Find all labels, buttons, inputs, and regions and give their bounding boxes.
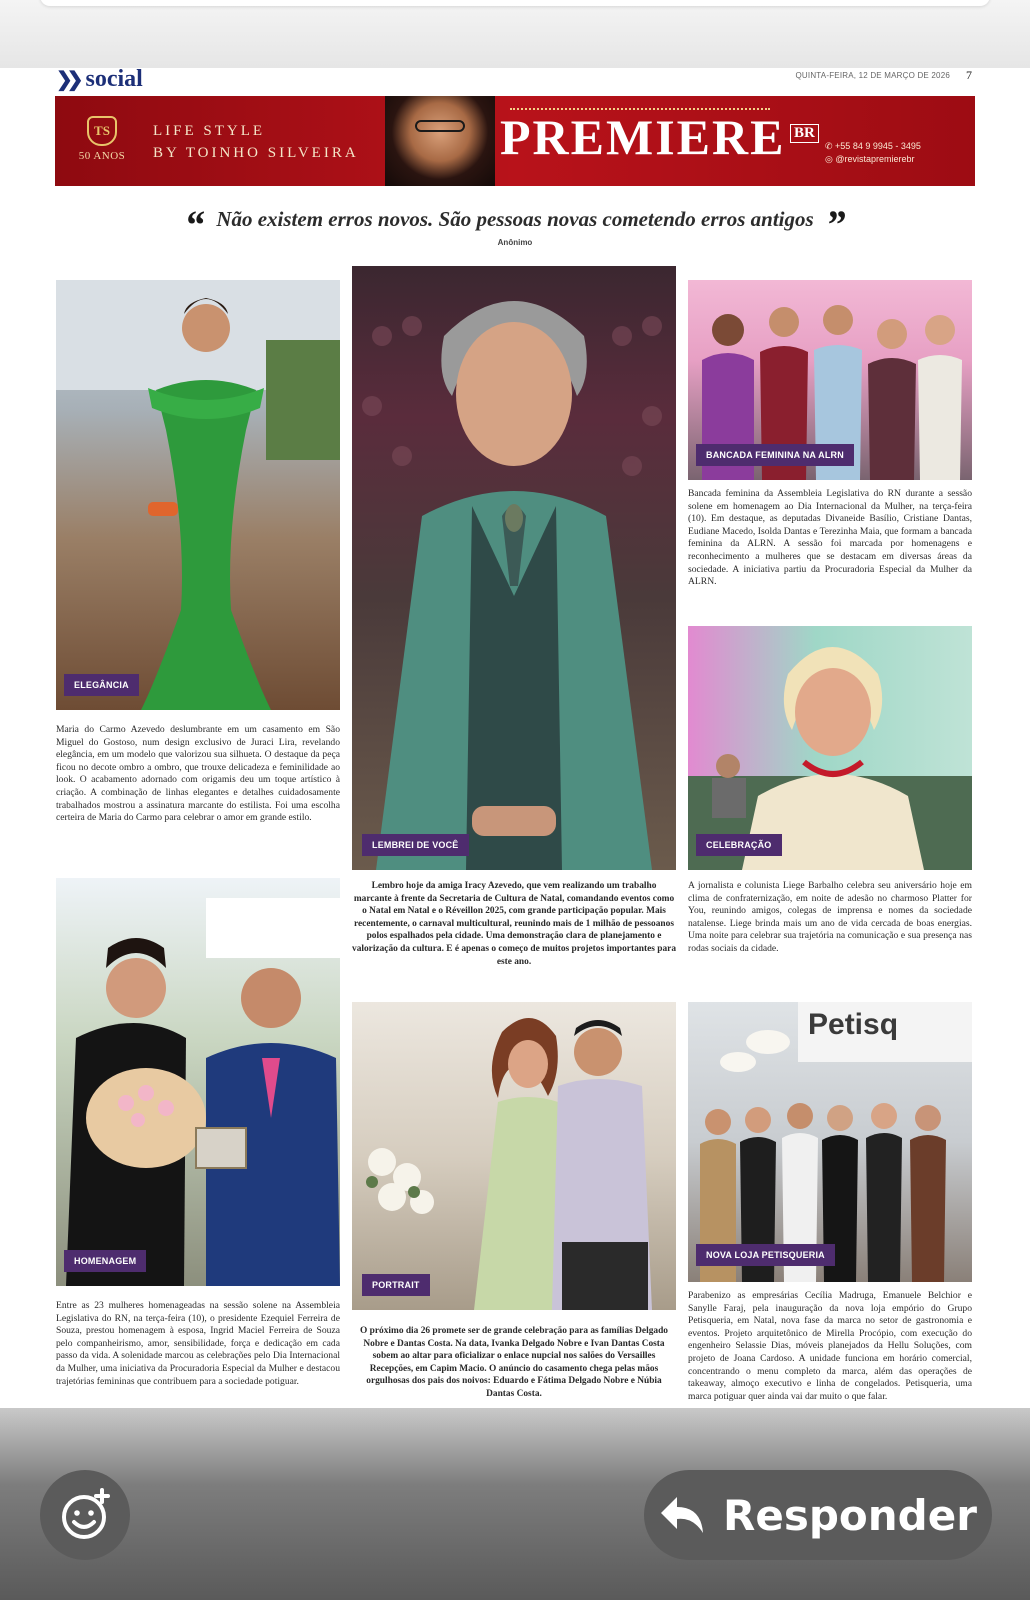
- page-number: 7: [966, 68, 972, 82]
- logo-br-tag: BR: [790, 124, 819, 143]
- section-label: social: [85, 65, 143, 92]
- caption-petisqueria: Parabenizo as empresárias Cecília Madruga, Emanuele Belchior e Sanylle Faraj, pela inauguração da nova loja empório do Grupo Petisqueria, em Natal, nova fase da marca no setor de gastronomia e eventos. Projeto arquitetônico de Mirella Procópio, com execução do engenheiro Selassie Dias, móveis planejados da Hellu Soluções, com projeto de Joana Cardoso. A unidade funciona em horário comercial, concentrando o menu completo da marca, além das operações de takeaway, almoço executivo e linha de congelados. Petisqueria, uma marca potiguar quer ainda vai dar muito o que falar.: [688, 1290, 972, 1402]
- close-quote-icon: ”: [825, 202, 846, 247]
- lifestyle-text: [153, 120, 359, 164]
- photo-bancada[interactable]: [688, 280, 972, 480]
- open-quote-icon: “: [184, 202, 205, 247]
- tag-elegancia: ELEGÂNCIA: [64, 674, 139, 696]
- tag-petisqueria: NOVA LOJA PETISQUERIA: [696, 1244, 835, 1266]
- tag-portrait: PORTRAIT: [362, 1274, 430, 1296]
- quote-author: Anônimo: [497, 238, 533, 247]
- section-title: [56, 65, 143, 92]
- reply-button[interactable]: [644, 1470, 992, 1560]
- top-overlay: [0, 0, 1030, 68]
- smiley-plus-icon: [58, 1488, 112, 1542]
- store-sign: Petisq: [808, 1008, 899, 1041]
- photo-celebracao[interactable]: [688, 626, 972, 870]
- reply-arrow-icon: [659, 1495, 705, 1535]
- photo-elegancia[interactable]: [56, 280, 340, 710]
- shield-logo-icon: TS: [87, 116, 117, 146]
- columnist-portrait: [385, 96, 495, 186]
- top-handle: [40, 0, 990, 6]
- woman-green-suit-illustration: [352, 266, 676, 870]
- glasses-shape: [415, 120, 465, 132]
- photo-lembrei[interactable]: [352, 266, 676, 870]
- premiere-banner: [55, 96, 975, 186]
- react-emoji-button[interactable]: [40, 1470, 130, 1560]
- quote-text: Não existem erros novos. São pessoas novas cometendo erros antigos: [216, 207, 814, 231]
- caption-homenagem: Entre as 23 mulheres homenageadas na sessão solene na Assembleia Legislativa do RN, na terça-feira (10), o presidente Ezequiel Ferreira de Souza, prestou homenagem à esposa, Ingrid Maciel Ferreira de Souza pelo companheirismo, amor, sensibilidade, força e dedicação em cada passo da vida. A solenidade marcou as celebrações pelo Dia Internacional da Mulher, uma iniciativa da Procuradoria Especial da Mulher e destacou trajetórias femininas que contribuem para a sociedade potiguar.: [56, 1300, 340, 1387]
- caption-portrait: O próximo dia 26 promete ser de grande celebração para as famílias Delgado Nobre e Dantas Costa. Na data, Ivanka Delgado Nobre e Ivan Dantas Costa sobem ao altar para oficializar o enlace nupcial nos salões do Versailles Recepções, em Capim Macio. O anúncio do casamento chega pelas mãos orgulhosas dos pais dos noivos: Eduardo e Fátima Delgado Nobre e Núbia Dantas Costa.: [360, 1326, 668, 1399]
- banner-contact: [825, 140, 921, 166]
- whatsapp-icon: ✆: [825, 141, 836, 151]
- woman-green-dress-illustration: [56, 280, 340, 710]
- tag-lembrei: LEMBREI DE VOCÊ: [362, 834, 469, 856]
- caption-lembrei: Lembro hoje da amiga Iracy Azevedo, que vem realizando um trabalho marcante à frente da Secretaria de Cultura de Natal, comandando eventos como o Natal em Natal e o Réveillon 2025, com grande participação popular. Mais recentemente, o carnaval multicultural, reunindo mais de 1 milhão de pessoanos polos espalhados pela cidade. Uma demonstração clara de planejamento e valorização da cultura. E é apenas o começo de muitos projetos importantes para este ano.: [352, 881, 677, 967]
- caption-elegancia: Maria do Carmo Azevedo deslumbrante em um casamento em São Miguel do Gostoso, num design exclusivo de Juraci Lira, revelando elegância, em um modelo que valorizou sua silhueta. O destaque da peça ficou no decote ombro a ombro, que trouxe delicadeza e feminilidade ao look. O acabamento adornado com origamis deu um toque artístico à criação. A combinação de linhas elegantes e detalhes cuidadosamente trabalhados mostrou a assinatura marcante do estilista. Foi uma escolha certeira de Maria do Carmo para celebrar o amor em grande estilo.: [56, 724, 340, 824]
- caption-celebracao: A jornalista e colunista Liege Barbalho celebra seu aniversário hoje em clima de confraternização, em noite de adesão no charmoso Platter for You, reunindo amigos, colegas de imprensa e nomes da sociedade natalense. Liege brinda mais um ano de vida cercada de boas energias. Uma noite para celebrar sua trajetória na comunicação e sua presença nas rodas sociais da cidade.: [688, 880, 972, 954]
- tag-celebracao: CELEBRAÇÃO: [696, 834, 782, 856]
- reply-label: Responder: [723, 1490, 977, 1540]
- tag-bancada: BANCADA FEMININA NA ALRN: [696, 444, 854, 466]
- tag-homenagem: HOMENAGEM: [64, 1250, 146, 1272]
- engaged-couple-illustration: [352, 1002, 676, 1310]
- photo-portrait[interactable]: [352, 1002, 676, 1310]
- newspaper-page: [0, 65, 1030, 1408]
- caption-bancada: Bancada feminina da Assembleia Legislativa do RN durante a sessão solene em homenagem ao Dia Internacional da Mulher, na terça-feira (10). Em destaque, as deputadas Divaneide Basílio, Cristiane Dantas, Eudiane Macedo, Isolda Dantas e Terezinha Maia, que formam a bancada feminina da ALRN. A sessão foi marcada por homenagens e reconhecimento a mulheres que se destacam em diversas áreas da sociedade. A iniciativa partiu da Procuradoria Especial da Mulher da ALRN.: [688, 488, 972, 588]
- badge-years: 50 ANOS: [78, 150, 126, 162]
- issue-date: QUINTA-FEIRA, 12 DE MARÇO DE 2026: [795, 71, 950, 80]
- lifestyle-line-2: BY TOINHO SILVEIRA: [153, 145, 359, 161]
- lifestyle-line-1: LIFE STYLE: [153, 123, 266, 139]
- instagram-handle: @revistapremierebr: [835, 154, 915, 164]
- group-store-illustration: [688, 1002, 972, 1282]
- premiere-logo: PREMIERE: [500, 109, 786, 165]
- photo-homenagem[interactable]: [56, 878, 340, 1286]
- instagram-icon: ◎: [825, 154, 836, 164]
- phone-number: +55 84 9 9945 - 3495: [835, 141, 921, 151]
- photo-petisqueria[interactable]: [688, 1002, 972, 1282]
- chevron-double-icon: ❯❯: [56, 68, 78, 91]
- couple-bouquet-illustration: [56, 878, 340, 1286]
- anniversary-badge: [77, 116, 127, 162]
